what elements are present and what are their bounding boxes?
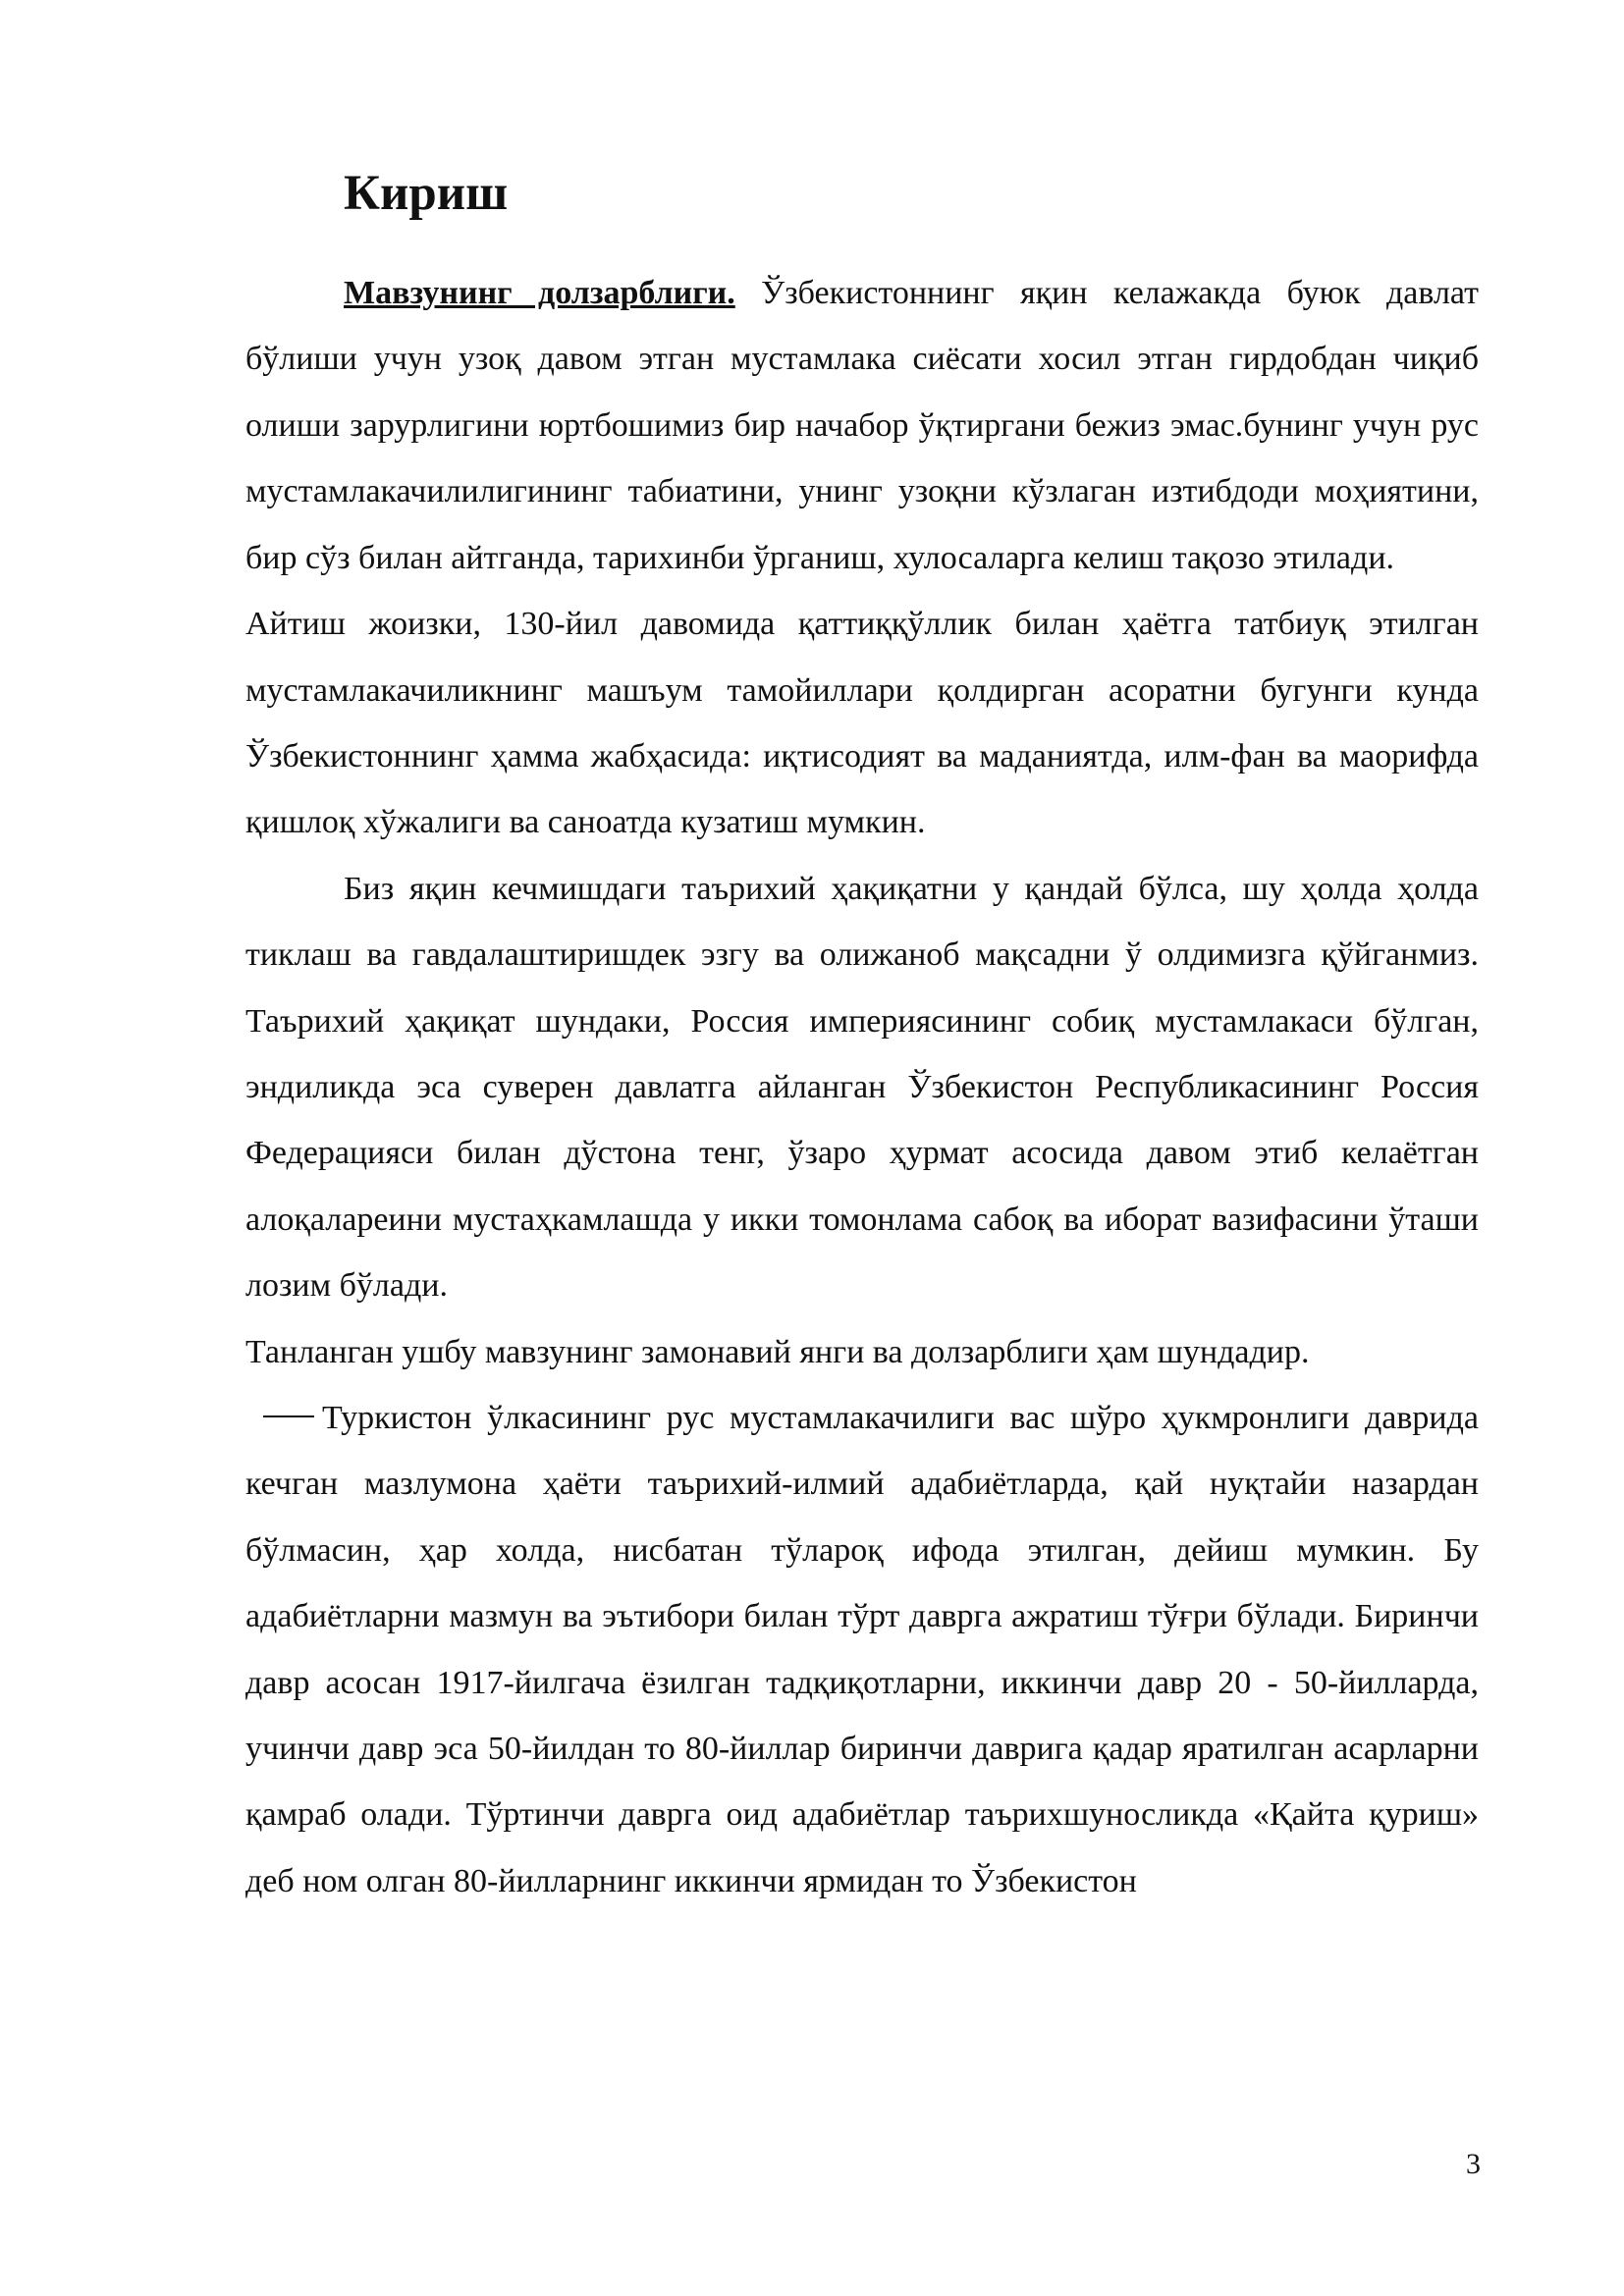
paragraph-text: Туркистон ўлкасининг рус мустамлакачилиги вас шўро ҳукмронлиги даврида кечган мазлумона ҳаёти таърихий-илмий адабиётларда, қай нуқтайи назардан бўлмасин, ҳар холда, нисбатан тўлароқ ифода этилган, дейиш мумкин. Бу адабиётларни мазмун ва эътибори билан тўрт даврга ажратиш тўғри бўлади. Биринчи давр асосан 1917-йилгача ёзилган тадқиқотларни, иккинчи давр 20 - 50-йилларда, учинчи давр эса 50-йилдан то 80-йиллар биринчи даврига қадар яратилган асарларни қамраб олади. Тўртинчи даврга оид адабиётлар таърихшуносликда «Қайта қуриш» деб ном олган 80-йилларнинг иккинчи ярмидан то Ўзбекистон <box>245 1399 1479 1899</box>
paragraph-text: Биз яқин кечмишдаги таърихий ҳақиқатни у қандай бўлса, шу ҳолда ҳолда тиклаш ва гавдалаштиришдек эзгу ва олижаноб мақсадни ў олдимизга қўйганмиз. Таърихий ҳақиқат шундаки, Россия империясининг собиқ мустамлакаси бўлган, эндиликда эса суверен давлатга айланган Ўзбекистон Республикасининг Россия Федерацияси билан дўстона тенг, ўзаро ҳурмат асосида давом этиб келаётган алоқалареини мустаҳкамлашда у икки томонлама сабоқ ва иборат вазифасини ўташи лозим бўлади. <box>245 870 1479 1305</box>
paragraph-colonial-legacy <box>245 591 1479 856</box>
paragraph-relevance <box>245 260 1479 591</box>
page-number: 3 <box>1466 2148 1481 2180</box>
heading-spacer <box>245 227 1479 260</box>
run-in-heading: Мавзунинг долзарблиги. <box>344 275 735 312</box>
em-dash-mark <box>263 1415 314 1417</box>
paragraph-text: Танланган ушбу мавзунинг замонавий янги ва долзарблиги ҳам шундадир. <box>245 1333 1310 1370</box>
section-heading: Кириш <box>344 166 509 221</box>
paragraph-text: Айтиш жоизки, 130-йил давомида қаттиққўллик билан ҳаётга татбиуқ этилган мустамлакачиликнинг машъум тамойиллари қолдирган асоратни бугунги кунда Ўзбекистоннинг ҳамма жабҳасида: иқтисодият ва маданиятда, илм-фан ва маорифда қишлоқ хўжалиги ва саноатда кузатиш мумкин. <box>245 606 1479 841</box>
paragraph-literature-periods <box>245 1385 1479 1914</box>
paragraph-historical-truth <box>245 856 1479 1319</box>
document-body <box>245 161 1479 1914</box>
paragraph-text: Ўзбекистоннинг яқин келажакда буюк давлат бўлиши учун узоқ давом этган мустамлака сиёсати хосил этган гирдобдан чиқиб олиши зарурлигини юртбошимиз бир начабор ўқтиргани бежиз эмас.бунинг учун рус мустамлакачилилигининг табиатини, унинг узоқни кўзлаган изтибдоди моҳиятини, бир сўз билан айтганда, тарихинби ўрганиш, хулосаларга келиш тақозо этилади. <box>245 275 1479 576</box>
paragraph-topic-relevance <box>245 1319 1479 1385</box>
